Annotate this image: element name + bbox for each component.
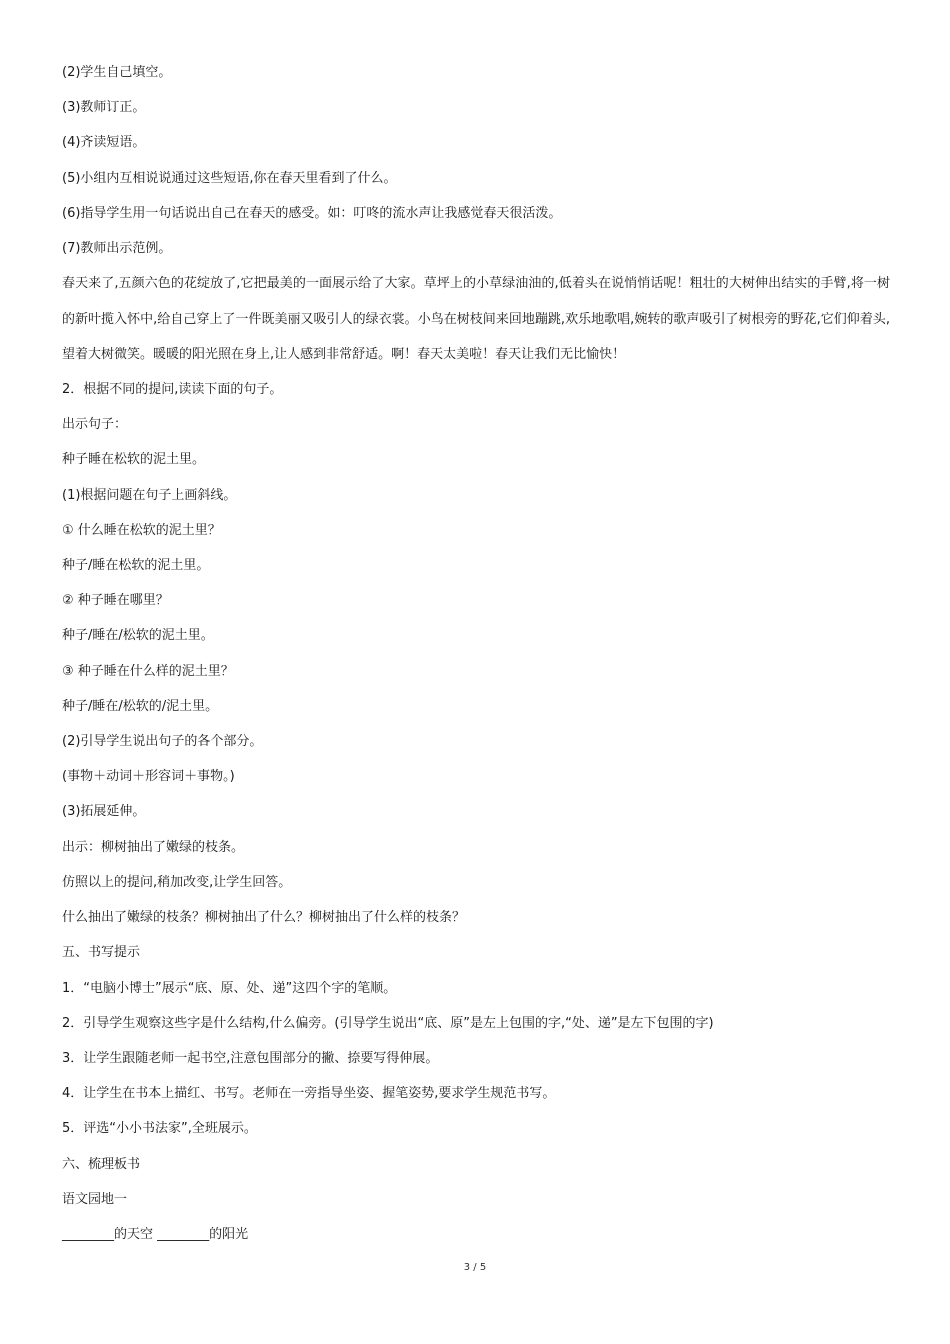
- text-line: 2．根据不同的提问,读读下面的句子。: [62, 382, 283, 397]
- text-line: 出示句子：: [62, 417, 128, 432]
- page-number: 3 / 5: [463, 1262, 487, 1273]
- section-heading: 六、梳理板书: [62, 1157, 141, 1172]
- text-line: 种子睡在松软的泥土里。: [62, 452, 206, 467]
- text-line: 种子/睡在/松软的泥土里。: [62, 628, 214, 643]
- example-paragraph: 春天来了,五颜六色的花绽放了,它把最美的一面展示给了大家。草坪上的小草绿油油的,低着头在说悄悄话呢！粗壮的大树伸出结实的手臂,将一树的新叶揽入怀中,给自己穿上了一件既美丽又吸引人的绿衣裳。小鸟在树枝间来回地蹦跳,欢乐地歌唱,婉转的歌声吸引了树根旁的野花,它们仰着头,望着大树微笑。暖暖的阳光照在身上,让人感到非常舒适。啊！春天太美啦！春天让我们无比愉快！: [62, 276, 890, 362]
- text-line: ① 什么睡在松软的泥土里？: [62, 523, 221, 538]
- text-line: ________的天空 ________的阳光: [62, 1227, 249, 1242]
- text-line: (1)根据问题在句子上画斜线。: [62, 488, 237, 503]
- text-line: 种子/睡在松软的泥土里。: [62, 558, 210, 573]
- text-line: (5)小组内互相说说通过这些短语,你在春天里看到了什么。: [62, 171, 397, 186]
- text-line: 2．引导学生观察这些字是什么结构,什么偏旁。(引导学生说出“底、原”是左上包围的字,“处、递”是左下包围的字): [62, 1016, 714, 1031]
- text-line: 语文园地一: [62, 1192, 128, 1207]
- text-line: 什么抽出了嫩绿的枝条？柳树抽出了什么？柳树抽出了什么样的枝条？: [62, 910, 466, 925]
- text-line: 3．让学生跟随老师一起书空,注意包围部分的撇、捺要写得伸展。: [62, 1051, 439, 1066]
- text-line: (3)教师订正。: [62, 100, 146, 115]
- text-line: (7)教师出示范例。: [62, 241, 172, 256]
- text-line: (3)拓展延伸。: [62, 804, 146, 819]
- text-line: (6)指导学生用一句话说出自己在春天的感受。如：叮咚的流水声让我感觉春天很活泼。: [62, 206, 562, 221]
- text-line: 5．评选“小小书法家”,全班展示。: [62, 1121, 257, 1136]
- text-line: ② 种子睡在哪里？: [62, 593, 169, 608]
- text-line: (2)学生自己填空。: [62, 65, 172, 80]
- section-heading: 五、书写提示: [62, 945, 141, 960]
- text-line: ③ 种子睡在什么样的泥土里？: [62, 664, 234, 679]
- text-line: (2)引导学生说出句子的各个部分。: [62, 734, 263, 749]
- text-line: (事物＋动词＋形容词＋事物。): [62, 769, 235, 784]
- text-line: 4．让学生在书本上描红、书写。老师在一旁指导坐姿、握笔姿势,要求学生规范书写。: [62, 1086, 556, 1101]
- text-line: 1．“电脑小博士”展示“底、原、处、递”这四个字的笔顺。: [62, 981, 397, 996]
- text-line: 种子/睡在/松软的/泥土里。: [62, 699, 219, 714]
- text-line: 仿照以上的提问,稍加改变,让学生回答。: [62, 875, 292, 890]
- text-line: 出示：柳树抽出了嫩绿的枝条。: [62, 840, 245, 855]
- text-line: (4)齐读短语。: [62, 135, 146, 150]
